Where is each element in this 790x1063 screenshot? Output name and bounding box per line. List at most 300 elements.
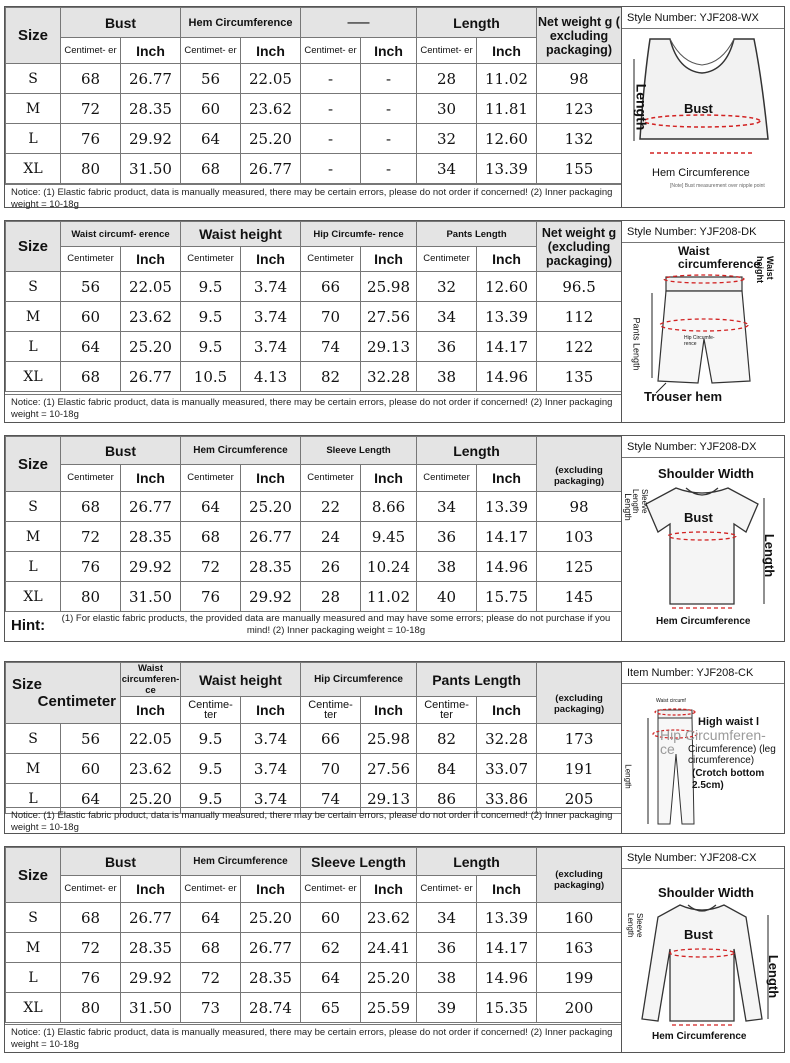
col-header: Length: [417, 8, 537, 38]
size-cell: M: [6, 94, 61, 124]
unit-header: Inch: [121, 697, 181, 724]
col-header: Hem Circumference: [181, 8, 301, 38]
size-header: Size: [6, 8, 61, 64]
size-table: [5, 7, 622, 184]
sleeve-label: Sleeve Length: [631, 489, 649, 514]
value-cell: 9.5: [181, 784, 241, 814]
value-cell: 68: [61, 903, 121, 933]
value-cell: 31.50: [121, 993, 181, 1023]
unit-header: Centimeter: [417, 465, 477, 492]
value-cell: 132: [537, 124, 622, 154]
value-cell: 25.98: [361, 724, 417, 754]
unit-header: Inch: [361, 38, 417, 64]
style-diagram: [621, 662, 784, 833]
value-cell: 13.39: [477, 492, 537, 522]
value-cell: 70: [301, 754, 361, 784]
unit-header: Centimet- er: [181, 876, 241, 903]
table-row: [6, 362, 622, 392]
hip-label: Hip Circumferen- ce: [660, 727, 766, 757]
shoulder-label: Shoulder Width: [658, 466, 754, 481]
value-cell: 24.41: [361, 933, 417, 963]
net-weight-header: (excluding packaging): [537, 437, 622, 492]
value-cell: 28.35: [121, 522, 181, 552]
unit-header: Inch: [361, 697, 417, 724]
value-cell: 4.13: [241, 362, 301, 392]
value-cell: 29.13: [361, 332, 417, 362]
value-cell: 60: [61, 302, 121, 332]
value-cell: 72: [61, 933, 121, 963]
col-header: Waist height: [181, 663, 301, 697]
unit-header: Inch: [241, 38, 301, 64]
size-cell: L: [6, 784, 61, 814]
value-cell: 56: [61, 272, 121, 302]
col-header: Sleeve Length: [301, 848, 417, 876]
value-cell: 70: [301, 302, 361, 332]
notice-text: Notice: (1) Elastic fabric product, data is manually measured, there may be certain errors, please do not order if concerned! (2) Inner packaging weight = 10-18g: [5, 184, 621, 213]
hem-label: Hem Circumference: [656, 616, 751, 627]
size-cell: S: [6, 492, 61, 522]
notice-text: Notice: (1) Elastic fabric product, data is manually measured, there may be certain errors, please do not order if concerned! (2) Inner packaging weight = 10-18g: [5, 1024, 621, 1053]
size-cell: S: [6, 724, 61, 754]
unit-header: Inch: [121, 465, 181, 492]
size-header: Size: [6, 848, 61, 903]
net-weight-header: (excluding packaging): [537, 663, 622, 724]
value-cell: 72: [61, 522, 121, 552]
length-right-label: Length: [762, 533, 778, 578]
value-cell: 29.92: [121, 963, 181, 993]
unit-header: Centimet- er: [181, 38, 241, 64]
unit-header: Inch: [477, 876, 537, 903]
waist-label: Waist circumf: [656, 698, 686, 704]
unit-header: Centime- ter: [417, 697, 477, 724]
value-cell: 72: [181, 552, 241, 582]
value-cell: 60: [181, 94, 241, 124]
value-cell: 22: [301, 492, 361, 522]
value-cell: 68: [181, 522, 241, 552]
col-header: Waist height: [181, 222, 301, 247]
sleeve-label: Sleeve Length: [626, 913, 644, 938]
value-cell: 98: [537, 492, 622, 522]
value-cell: 33.07: [477, 754, 537, 784]
hint-label: Hint:: [11, 617, 46, 634]
unit-header: Centimeter: [61, 247, 121, 272]
value-cell: 23.62: [241, 94, 301, 124]
value-cell: 9.5: [181, 724, 241, 754]
waist-label: Waist circumference: [678, 244, 761, 271]
value-cell: 26.77: [241, 154, 301, 184]
value-cell: 36: [417, 332, 477, 362]
table-row: [6, 582, 622, 612]
value-cell: 38: [417, 362, 477, 392]
value-cell: 9.5: [181, 302, 241, 332]
crotch-label: (Crotch bottom 2.5cm): [692, 768, 765, 791]
unit-header: Centimeter: [301, 465, 361, 492]
value-cell: 66: [301, 724, 361, 754]
value-cell: 26.77: [121, 492, 181, 522]
value-cell: 9.5: [181, 754, 241, 784]
unit-header: Centimeter: [181, 465, 241, 492]
table-row: [6, 64, 622, 94]
unit-header: Inch: [121, 38, 181, 64]
value-cell: 76: [61, 963, 121, 993]
hem-label: Hem Circumference: [652, 1031, 747, 1042]
value-cell: 26.77: [241, 522, 301, 552]
size-label: Size: [12, 676, 43, 693]
value-cell: 38: [417, 963, 477, 993]
value-cell: 40: [417, 582, 477, 612]
value-cell: 25.20: [361, 963, 417, 993]
value-cell: 82: [417, 724, 477, 754]
value-cell: 25.20: [241, 492, 301, 522]
style-diagram: [621, 7, 784, 207]
value-cell: 11.81: [477, 94, 537, 124]
style-diagram: [621, 221, 784, 422]
value-cell: 14.17: [477, 332, 537, 362]
col-header: ——: [301, 8, 417, 38]
unit-header: Inch: [477, 697, 537, 724]
col-header: Hem Circumference: [181, 437, 301, 465]
value-cell: 15.75: [477, 582, 537, 612]
value-cell: 84: [417, 754, 477, 784]
value-cell: 34: [417, 302, 477, 332]
table-row: [6, 754, 622, 784]
unit-header: Centime- ter: [301, 697, 361, 724]
value-cell: 74: [301, 332, 361, 362]
value-cell: 65: [301, 993, 361, 1023]
value-cell: 68: [61, 492, 121, 522]
value-cell: 26.77: [241, 933, 301, 963]
table-row: [6, 993, 622, 1023]
value-cell: 32: [417, 272, 477, 302]
value-cell: 24: [301, 522, 361, 552]
unit-header: Inch: [477, 465, 537, 492]
value-cell: 27.56: [361, 302, 417, 332]
notice-text: (1) For elastic fabric products, the provided data are manually measured and may have some errors; please do not purchase if you mind! (2) Inner packaging weight = 10-18g: [61, 613, 611, 636]
value-cell: 26.77: [121, 903, 181, 933]
value-cell: 12.60: [477, 124, 537, 154]
value-cell: 28: [301, 582, 361, 612]
value-cell: 25.20: [241, 124, 301, 154]
col-header: Sleeve Length: [301, 437, 417, 465]
value-cell: 23.62: [361, 903, 417, 933]
size-chart-dk: [4, 220, 785, 423]
value-cell: 28.35: [241, 552, 301, 582]
value-cell: 28.35: [121, 94, 181, 124]
value-cell: 22.05: [241, 64, 301, 94]
value-cell: 27.56: [361, 754, 417, 784]
high-waist-label: High waist l: [698, 716, 760, 728]
table-row: [6, 522, 622, 552]
unit-header: Centimeter: [301, 247, 361, 272]
value-cell: 23.62: [121, 754, 181, 784]
value-cell: 3.74: [241, 272, 301, 302]
value-cell: 191: [537, 754, 622, 784]
value-cell: 60: [61, 754, 121, 784]
table-row: [6, 492, 622, 522]
unit-header: Centimeter: [417, 247, 477, 272]
value-cell: 29.92: [121, 552, 181, 582]
value-cell: 86: [417, 784, 477, 814]
size-cell: XL: [6, 582, 61, 612]
leg-label: Circumference) (leg circumference): [688, 744, 776, 766]
table-row: [6, 302, 622, 332]
value-cell: 26.77: [121, 64, 181, 94]
value-cell: -: [361, 154, 417, 184]
style-number: Style Number: YJF208-CX: [622, 847, 784, 869]
size-cell: S: [6, 64, 61, 94]
value-cell: 9.5: [181, 272, 241, 302]
value-cell: 68: [181, 933, 241, 963]
unit-header: Inch: [477, 247, 537, 272]
unit-header: Inch: [361, 465, 417, 492]
value-cell: 64: [61, 332, 121, 362]
value-cell: 28: [417, 64, 477, 94]
table-row: [6, 94, 622, 124]
value-cell: 12.60: [477, 272, 537, 302]
table-row: [6, 124, 622, 154]
size-cell: L: [6, 124, 61, 154]
value-cell: 25.98: [361, 272, 417, 302]
value-cell: 76: [181, 582, 241, 612]
value-cell: 68: [181, 154, 241, 184]
value-cell: 22.05: [121, 272, 181, 302]
value-cell: 74: [301, 784, 361, 814]
unit-header: Centimeter: [61, 465, 121, 492]
unit-header: Inch: [477, 38, 537, 64]
value-cell: 199: [537, 963, 622, 993]
unit-header: Centimeter: [181, 247, 241, 272]
length-label: Length: [623, 764, 633, 789]
value-cell: 173: [537, 724, 622, 754]
size-cell: XL: [6, 362, 61, 392]
size-cell: M: [6, 754, 61, 784]
net-weight-header: (excluding packaging): [537, 848, 622, 903]
value-cell: 72: [61, 94, 121, 124]
value-cell: 8.66: [361, 492, 417, 522]
col-header: Hem Circumference: [181, 848, 301, 876]
unit-header: Centimet- er: [417, 876, 477, 903]
value-cell: 31.50: [121, 582, 181, 612]
style-number: Style Number: YJF208-DK: [622, 221, 784, 243]
unit-header: Inch: [121, 247, 181, 272]
value-cell: 13.39: [477, 154, 537, 184]
col-header: Bust: [61, 8, 181, 38]
unit-header: Centimet- er: [301, 38, 361, 64]
size-chart-cx: [4, 846, 785, 1053]
value-cell: 64: [181, 124, 241, 154]
size-table: [5, 221, 622, 392]
value-cell: 66: [301, 272, 361, 302]
table-row: [6, 552, 622, 582]
value-cell: 29.92: [121, 124, 181, 154]
value-cell: 73: [181, 993, 241, 1023]
value-cell: 36: [417, 522, 477, 552]
value-cell: 205: [537, 784, 622, 814]
length-left-label: Length: [622, 493, 633, 521]
table-row: [6, 332, 622, 362]
value-cell: 28.35: [241, 963, 301, 993]
value-cell: 32.28: [477, 724, 537, 754]
value-cell: 14.96: [477, 552, 537, 582]
value-cell: 25.59: [361, 993, 417, 1023]
size-cell: M: [6, 522, 61, 552]
size-cell: S: [6, 272, 61, 302]
value-cell: 135: [537, 362, 622, 392]
value-cell: 76: [61, 552, 121, 582]
unit-header: Centimet- er: [417, 38, 477, 64]
value-cell: 28.74: [241, 993, 301, 1023]
value-cell: 14.17: [477, 933, 537, 963]
size-cell: M: [6, 933, 61, 963]
value-cell: -: [361, 64, 417, 94]
size-header: Size: [6, 222, 61, 272]
unit-header: Centimet- er: [61, 38, 121, 64]
value-cell: 15.35: [477, 993, 537, 1023]
col-header: Bust: [61, 437, 181, 465]
style-number: Item Number: YJF208-CK: [622, 662, 784, 684]
value-cell: 80: [61, 993, 121, 1023]
value-cell: 64: [301, 963, 361, 993]
size-chart-wx: [4, 6, 785, 208]
hem-label: Hem Circumference: [652, 167, 750, 179]
size-cell: L: [6, 332, 61, 362]
value-cell: 80: [61, 582, 121, 612]
value-cell: 72: [181, 963, 241, 993]
size-cell: M: [6, 302, 61, 332]
table-row: [6, 933, 622, 963]
value-cell: 30: [417, 94, 477, 124]
value-cell: -: [301, 64, 361, 94]
value-cell: 25.20: [121, 784, 181, 814]
value-cell: 10.5: [181, 362, 241, 392]
value-cell: 29.92: [241, 582, 301, 612]
value-cell: -: [361, 94, 417, 124]
notice-text: Notice: (1) Elastic fabric product, data is manually measured, there may be certain errors, please do not order if concerned! (2) Inner packaging weight = 10-18g: [5, 394, 621, 423]
col-header: Bust: [61, 848, 181, 876]
col-header: Waist circumf- erence: [61, 222, 181, 247]
value-cell: -: [361, 124, 417, 154]
value-cell: 9.5: [181, 332, 241, 362]
value-cell: 14.96: [477, 362, 537, 392]
unit-header: Inch: [361, 876, 417, 903]
bust-label: Bust: [684, 510, 713, 525]
value-cell: 33.86: [477, 784, 537, 814]
value-cell: 25.20: [241, 903, 301, 933]
col-header: Hip Circumfe- rence: [301, 222, 417, 247]
unit-header: Inch: [121, 876, 181, 903]
unit-header: Inch: [241, 697, 301, 724]
value-cell: 34: [417, 154, 477, 184]
value-cell: 10.24: [361, 552, 417, 582]
value-cell: 31.50: [121, 154, 181, 184]
value-cell: 26: [301, 552, 361, 582]
col-header: Pants Length: [417, 663, 537, 697]
value-cell: -: [301, 94, 361, 124]
value-cell: 13.39: [477, 302, 537, 332]
hem-label: Trouser hem: [644, 389, 723, 404]
hip-label: Hip Circumfe- rence: [684, 335, 715, 347]
size-cell: XL: [6, 993, 61, 1023]
bust-label: Bust: [684, 101, 713, 116]
value-cell: 56: [61, 724, 121, 754]
size-header: [6, 663, 121, 724]
value-cell: 34: [417, 492, 477, 522]
value-cell: 39: [417, 993, 477, 1023]
pants-length-label: Pants Length: [631, 317, 642, 371]
value-cell: 122: [537, 332, 622, 362]
size-chart-ck: [4, 661, 785, 834]
unit-header: Centime- ter: [181, 697, 241, 724]
net-weight-header: Net weight g ( excluding packaging): [537, 8, 622, 64]
style-diagram: [621, 847, 784, 1052]
value-cell: -: [301, 154, 361, 184]
value-cell: 13.39: [477, 903, 537, 933]
table-row: [6, 154, 622, 184]
value-cell: 68: [61, 64, 121, 94]
value-cell: 98: [537, 64, 622, 94]
size-table: [5, 847, 622, 1023]
shoulder-label: Shoulder Width: [658, 885, 754, 900]
table-row: [6, 903, 622, 933]
value-cell: 60: [301, 903, 361, 933]
value-cell: 200: [537, 993, 622, 1023]
size-cell: L: [6, 552, 61, 582]
value-cell: 125: [537, 552, 622, 582]
value-cell: 62: [301, 933, 361, 963]
value-cell: 64: [181, 492, 241, 522]
table-row: [6, 963, 622, 993]
style-number: Style Number: YJF208-WX: [622, 7, 784, 29]
style-diagram: [621, 436, 784, 641]
value-cell: 14.17: [477, 522, 537, 552]
value-cell: 3.74: [241, 332, 301, 362]
size-cell: S: [6, 903, 61, 933]
value-cell: 155: [537, 154, 622, 184]
value-cell: 145: [537, 582, 622, 612]
net-weight-header: Net weight g (excluding packaging): [537, 222, 622, 272]
value-cell: 11.02: [361, 582, 417, 612]
unit-header: Inch: [241, 876, 301, 903]
value-cell: 3.74: [241, 784, 301, 814]
value-cell: 68: [61, 362, 121, 392]
value-cell: 123: [537, 94, 622, 124]
size-header: Size: [6, 437, 61, 492]
value-cell: 25.20: [121, 332, 181, 362]
value-cell: 32: [417, 124, 477, 154]
col-header: Length: [417, 848, 537, 876]
value-cell: 38: [417, 552, 477, 582]
value-cell: 64: [181, 903, 241, 933]
value-cell: 34: [417, 903, 477, 933]
value-cell: 11.02: [477, 64, 537, 94]
value-cell: 163: [537, 933, 622, 963]
value-cell: 80: [61, 154, 121, 184]
value-cell: 36: [417, 933, 477, 963]
bust-label: Bust: [684, 927, 713, 942]
value-cell: 3.74: [241, 754, 301, 784]
table-row: [6, 724, 622, 754]
length-label: Length: [766, 954, 782, 999]
value-cell: 14.96: [477, 963, 537, 993]
size-table: [5, 436, 622, 612]
measure-note: [Note] Bust measurement over nipple point: [670, 183, 765, 189]
size-cell: XL: [6, 154, 61, 184]
value-cell: -: [301, 124, 361, 154]
table-row: [6, 272, 622, 302]
col-header: Hip Circumference: [301, 663, 417, 697]
value-cell: 3.74: [241, 302, 301, 332]
value-cell: 32.28: [361, 362, 417, 392]
